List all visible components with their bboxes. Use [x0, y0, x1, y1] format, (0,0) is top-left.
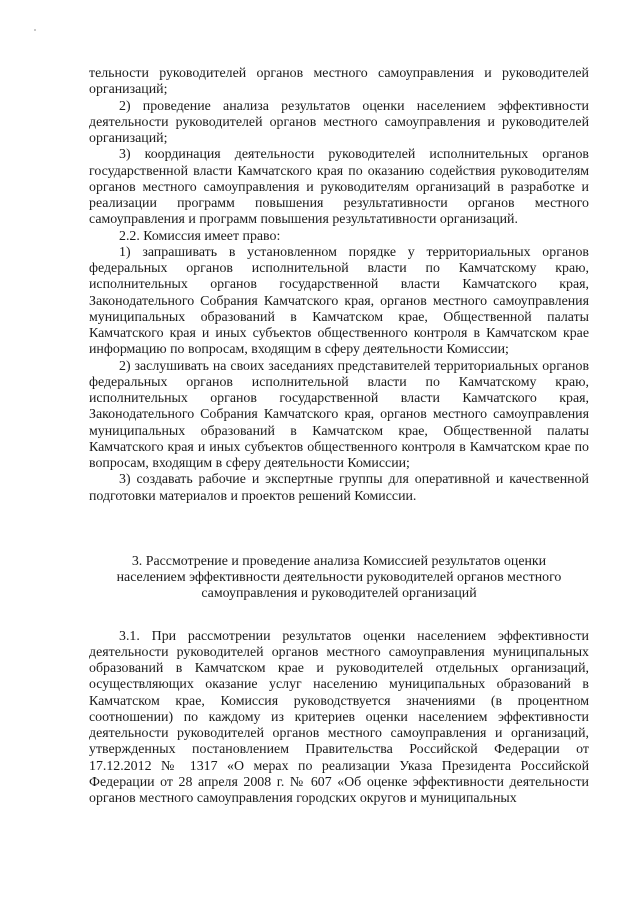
heading-spacer	[89, 603, 589, 629]
paragraph-clause-2-2: 2.2. Комиссия имеет право:	[119, 228, 281, 244]
scan-speck	[34, 29, 36, 31]
document-body	[89, 66, 589, 807]
paragraph-clause-3-1: 3.1. При рассмотрении результатов оценки населением эффективности деятельности руководителей органов местного самоуправления муниципальных образований в Камчатском крае и руководителей отдельных организаций, осуществляющих оказание услуг населению муниципальных образований в Камчатском крае, Комиссия руководствуется значениями (в процентном соотношении) по каждому из критериев оценки населением эффективности деятельности руководителей органов местного самоуправления и организаций, утвержденных постановлением Правительства Российской Федерации от 17.12.2012 № 1317 «О мерах по реализации Указа Президента Российской Федерации от 28 апреля 2008 г. № 607 «Об оценке эффективности деятельности органов местного самоуправления городских округов и муниципальных	[89, 628, 589, 806]
paragraph-right-3: 3) создавать рабочие и экспертные группы для оперативной и качественной подготовки материалов и проектов решений Комиссии.	[89, 472, 589, 504]
paragraph-item-3: 3) координация деятельности руководителей исполнительных органов государственной власти Камчатского края по оказанию содействия руководителям органов местного самоуправления и руководителям организаций в разработке и реализации программ повышения результативности органов местного самоуправления и программ повышения результативности организаций.	[89, 147, 589, 228]
paragraph-continuation: тельности руководителей органов местного самоуправления и руководителей организаций;	[89, 66, 589, 98]
section-spacer	[89, 505, 589, 554]
paragraph-right-1: 1) запрашивать в установленном порядке у территориальных органов федеральных органов исполнительной власти по Камчатскому краю, исполнительных органов государственной власти Камчатского края, Законодательного Собрания Камчатского края, органов местного самоуправления муниципальных образований в Камчатском крае, Общественной палаты Камчатского края и иных субъектов общественного контроля в Камчатском крае информацию по вопросам, входящим в сферу деятельности Комиссии;	[89, 244, 589, 358]
paragraph-right-2: 2) заслушивать на своих заседаниях представителей территориальных органов федеральных органов исполнительной власти по Камчатскому краю, исполнительных органов государственной власти Камчатского края, Законодательного Собрания Камчатского края, органов местного самоуправления муниципальных образований в Камчатском крае, Общественной палаты Камчатского края и иных субъектов общественного контроля в Камчатском крае по вопросам, входящим в сферу деятельности Комиссии;	[89, 358, 589, 471]
section-heading: 3. Рассмотрение и проведение анализа Комиссией результатов оценки населением эффективности деятельности руководителей органов местного самоуправления и руководителей организаций	[116, 553, 562, 602]
paragraph-item-2: 2) проведение анализа результатов оценки населением эффективности деятельности руководителей органов местного самоуправления и руководителей организаций;	[89, 98, 589, 146]
